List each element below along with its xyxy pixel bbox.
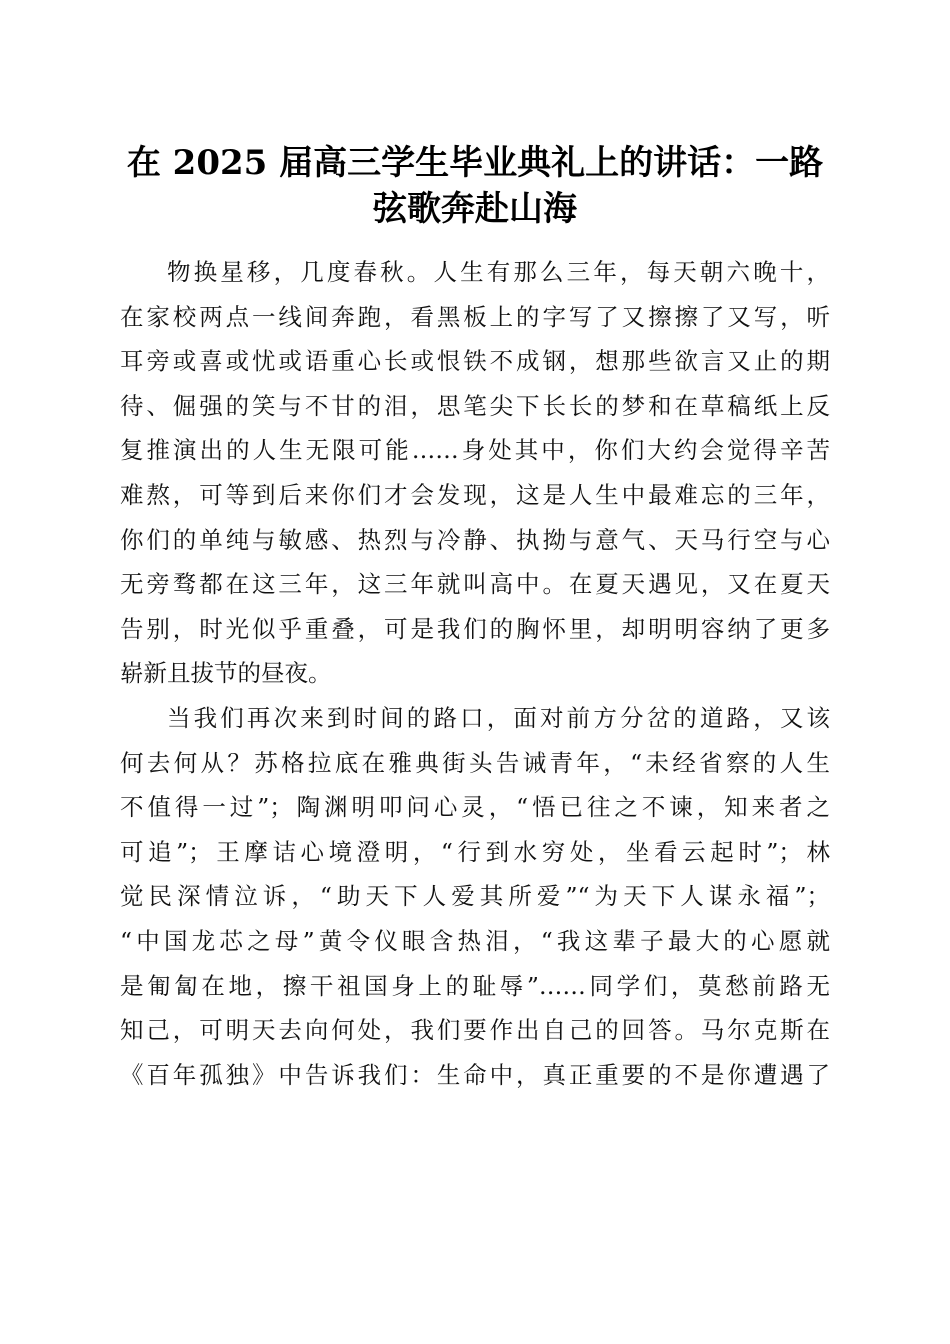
paragraph-1-line-7: 你们的单纯与敏感、热烈与冷静、执拗与意气、天马行空与心 — [120, 525, 830, 554]
paragraph-1 — [120, 250, 830, 696]
paragraph-2-line-4: 可追”；王摩诘心境澄明，“行到水穷处，坐看云起时”；林 — [120, 837, 830, 866]
title-line-1: 在 2025 届高三学生毕业典礼上的讲话：一路 — [126, 143, 824, 183]
paragraph-1-line-2: 在家校两点一线间奔跑，看黑板上的字写了又擦擦了又写，听 — [120, 302, 830, 331]
paragraph-2-line-1: 当我们再次来到时间的路口，面对前方分岔的道路，又该 — [167, 703, 830, 732]
paragraph-1-line-1: 物换星移，几度春秋。人生有那么三年，每天朝六晚十， — [167, 258, 830, 286]
paragraph-2-line-7: 是匍匐在地，擦干祖国身上的耻辱”……同学们，莫愁前路无 — [120, 971, 830, 1000]
paragraph-2-line-6: “中国龙芯之母”黄令仪眼含热泪，“我这辈子最大的心愿就 — [120, 926, 830, 955]
paragraph-2-line-2: 何去何从？苏格拉底在雅典街头告诫青年，“未经省察的人生 — [120, 748, 830, 777]
paragraph-1-line-3: 耳旁或喜或忧或语重心长或恨铁不成钢，想那些欲言又止的期 — [120, 347, 830, 376]
document-title — [110, 140, 840, 232]
paragraph-2-line-3: 不值得一过”；陶渊明叩问心灵，“悟已往之不谏，知来者之 — [120, 793, 830, 822]
paragraph-2 — [120, 696, 830, 1097]
paragraph-1-line-6: 难熬，可等到后来你们才会发现，这是人生中最难忘的三年， — [120, 480, 830, 509]
paragraph-1-line-10: 崭新且拔节的昼夜。 — [120, 659, 332, 688]
paragraph-1-line-5: 复推演出的人生无限可能……身处其中，你们大约会觉得辛苦 — [120, 436, 830, 465]
paragraph-2-line-8: 知己，可明天去向何处，我们要作出自己的回答。马尔克斯在 — [120, 1016, 830, 1045]
paragraph-1-line-4: 待、倔强的笑与不甘的泪，思笔尖下长长的梦和在草稿纸上反 — [120, 391, 830, 420]
paragraph-1-line-9: 告别，时光似乎重叠，可是我们的胸怀里，却明明容纳了更多 — [120, 614, 830, 643]
paragraph-2-line-9: 《百年孤独》中告诉我们：生命中，真正重要的不是你遭遇了 — [120, 1060, 830, 1089]
paragraph-1-line-8: 无旁骛都在这三年，这三年就叫高中。在夏天遇见，又在夏天 — [120, 570, 830, 599]
document-body — [120, 250, 830, 1097]
title-line-2: 弦歌奔赴山海 — [373, 189, 577, 229]
paragraph-2-line-5: 觉民深情泣诉，“助天下人爱其所爱”“为天下人谋永福”； — [120, 882, 830, 911]
